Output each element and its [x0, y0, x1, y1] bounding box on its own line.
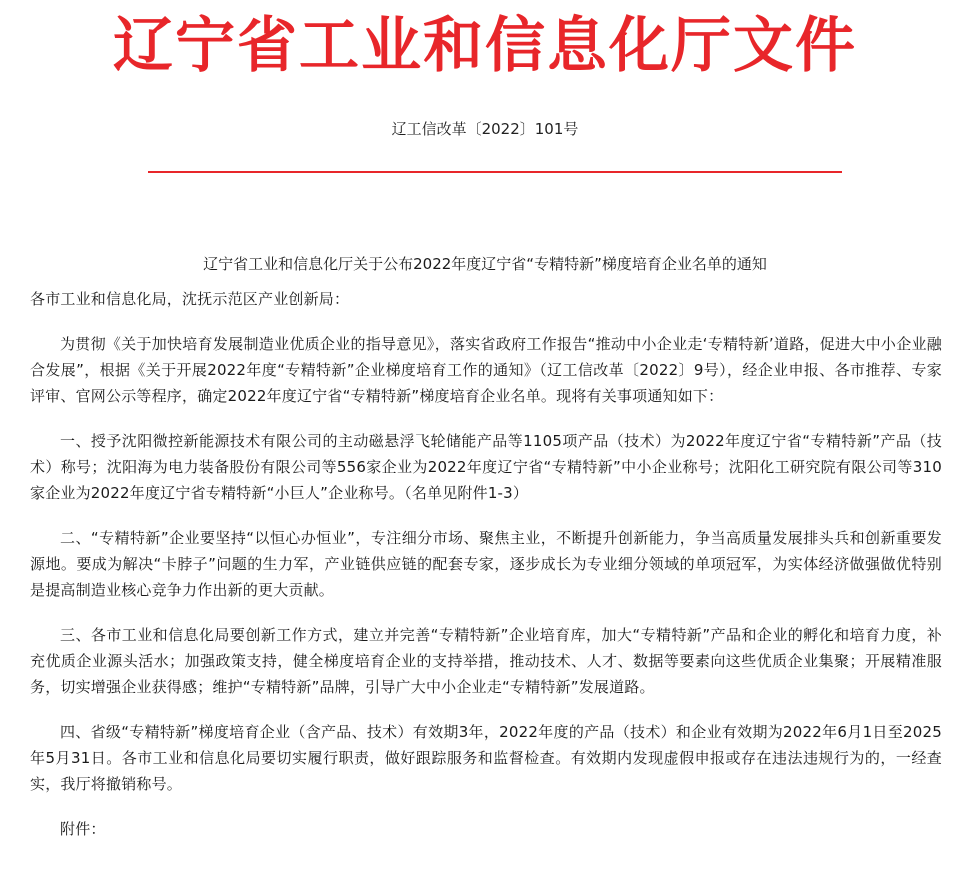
- notice-title: 辽宁省工业和信息化厅关于公布2022年度辽宁省“专精特新”梯度培育企业名单的通知: [203, 255, 767, 273]
- attachments-label: 附件：: [60, 820, 106, 838]
- paragraph-item-4: 四、省级“专精特新”梯度培育企业（含产品、技术）有效期3年，2022年度的产品（技术）和企业有效期为2022年6月1日至2025年5月31日。各市工业和信息化局要切实履行职责，做好跟踪服务和监督检查。有效期内发现虚假申报或存在违法违规行为的，一经查实，我厅将撤销称号。: [30, 723, 942, 793]
- paragraph-intro: 为贯彻《关于加快培育发展制造业优质企业的指导意见》，落实省政府工作报告“推动中小企业走‘专精特新’道路，促进大中小企业融合发展”，根据《关于开展2022年度“专精特新”企业梯度培育工作的通知》（辽工信改革〔2022〕9号），经企业申报、各市推荐、专家评审、官网公示等程序，确定2022年度辽宁省“专精特新”梯度培育企业名单。现将有关事项通知如下：: [30, 335, 942, 405]
- agency-title: 辽宁省工业和信息化厅文件: [113, 11, 857, 81]
- salutation: 各市工业和信息化局，沈抚示范区产业创新局：: [30, 290, 350, 308]
- red-divider-line: [148, 171, 842, 173]
- document-number: 辽工信改革〔2022〕101号: [391, 120, 579, 138]
- paragraph-item-1: 一、授予沈阳微控新能源技术有限公司的主动磁悬浮飞轮储能产品等1105项产品（技术）为2022年度辽宁省“专精特新”产品（技术）称号；沈阳海为电力装备股份有限公司等556家企业为2022年度辽宁省“专精特新”中小企业称号；沈阳化工研究院有限公司等310家企业为2022年度辽宁省专精特新“小巨人”企业称号。（名单见附件1-3）: [30, 432, 942, 502]
- paragraph-item-3: 三、各市工业和信息化局要创新工作方式，建立并完善“专精特新”企业培育库，加大“专精特新”产品和企业的孵化和培育力度，补充优质企业源头活水；加强政策支持，健全梯度培育企业的支持举措，推动技术、人才、数据等要素向这些优质企业集聚；开展精准服务，切实增强企业获得感；维护“专精特新”品牌，引导广大中小企业走“专精特新”发展道路。: [30, 626, 942, 696]
- document-body: [30, 286, 942, 861]
- paragraph-item-2: 二、“专精特新”企业要坚持“以恒心办恒业”，专注细分市场、聚焦主业，不断提升创新能力，争当高质量发展排头兵和创新重要发源地。要成为解决“卡脖子”问题的生力军，产业链供应链的配套专家，逐步成长为专业细分领域的单项冠军，为实体经济做强做优特别是提高制造业核心竞争力作出新的更大贡献。: [30, 529, 942, 599]
